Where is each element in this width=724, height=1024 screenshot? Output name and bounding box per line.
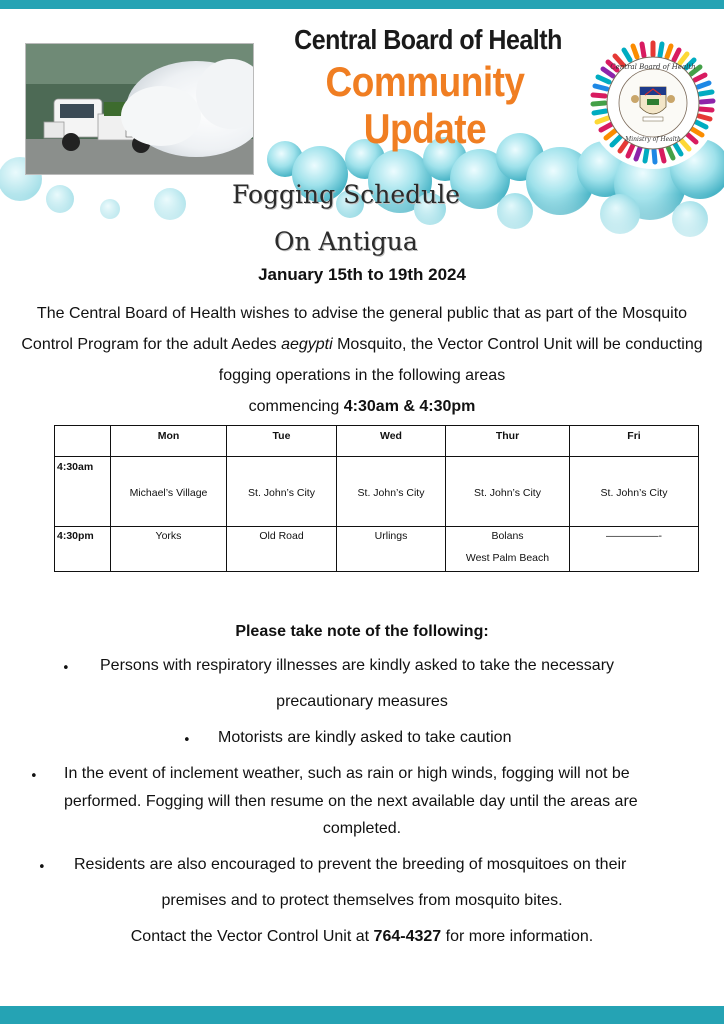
fogging-truck-photo: [25, 43, 254, 175]
table-cell: Yorks: [111, 527, 227, 572]
row-time-label: 4:30pm: [55, 527, 111, 572]
table-cell: St. John’s City: [227, 457, 337, 527]
note-item-1-line1: Persons with respiratory illnesses are kindly asked to take the necessary: [100, 657, 615, 674]
intro-italic-species: aegypti: [281, 336, 333, 353]
note-item-3-line2: performed. Fogging will then resume on the next available day until the areas are: [64, 793, 638, 810]
cell-line: Bolans: [491, 530, 524, 542]
table-header-row: [55, 426, 699, 457]
bullet-icon: •: [38, 860, 46, 875]
note-item-3-line1: In the event of inclement weather, such as rain or high winds, fogging will not be: [64, 765, 630, 782]
row-time-label: 4:30am: [55, 457, 111, 527]
note-item-4-line2: premises and to protect themselves from mosquito bites.: [161, 892, 563, 909]
table-cell: Urlings: [337, 527, 446, 572]
table-header-fri: Fri: [570, 426, 699, 457]
bottom-border-bar: [0, 1006, 724, 1024]
intro-text-part2: Mosquito, the Vector Control Unit will be conducting fogging operations in the following areas: [218, 336, 703, 384]
top-border-bar: [0, 0, 724, 9]
fogging-schedule-table: [54, 425, 699, 572]
table-header-mon: Mon: [111, 426, 227, 457]
contact-phone: 764-4327: [373, 928, 442, 945]
intro-text-part1: The Central Board of Health wishes to advise the general public that as part of the Mosquito Control Program for the adult Aedes: [21, 305, 688, 353]
intro-paragraph: [10, 298, 714, 422]
table-cell: Michael’s Village: [111, 457, 227, 527]
table-header-thur: Thur: [446, 426, 570, 457]
contact-suffix: for more information.: [441, 928, 594, 945]
table-cell: Old Road: [227, 527, 337, 572]
cell-line: West Palm Beach: [465, 552, 550, 564]
note-item-4-line1: Residents are also encouraged to prevent the breeding of mosquitoes on their: [74, 856, 627, 873]
table-cell: St. John’s City: [446, 457, 570, 527]
table-cell: [446, 527, 570, 572]
table-header-tue: Tue: [227, 426, 337, 457]
table-cell: —————-: [570, 527, 699, 572]
community-update-title: Community Update: [325, 58, 525, 152]
bullet-icon: •: [62, 661, 70, 676]
bullet-icon: •: [30, 769, 38, 784]
seal-text-bottom: Ministry of Health: [625, 136, 681, 143]
table-cell: St. John’s City: [337, 457, 446, 527]
intro-commencing: commencing: [248, 398, 344, 415]
intro-times: 4:30am & 4:30pm: [343, 398, 476, 415]
note-item-1-line2: precautionary measures: [276, 693, 448, 710]
board-of-health-seal: [585, 35, 721, 171]
table-header-blank: [55, 426, 111, 457]
table-header-wed: Wed: [337, 426, 446, 457]
contact-prefix: Contact the Vector Control Unit at: [130, 928, 374, 945]
table-row: [55, 457, 699, 527]
schedule-title-line1: Fogging Schedule: [232, 180, 461, 209]
seal-text-top: Central Board of Health: [610, 63, 696, 71]
contact-line: [0, 928, 724, 946]
table-cell: St. John’s City: [570, 457, 699, 527]
bullet-icon: •: [183, 733, 191, 748]
schedule-title-line2: On Antigua: [274, 227, 418, 256]
notes-heading: Please take note of the following:: [235, 623, 489, 640]
table-row: [55, 527, 699, 572]
org-name-heading: Central Board of Health: [294, 24, 562, 56]
note-item-3-line3: completed.: [322, 820, 402, 837]
note-item-2: Motorists are kindly asked to take caution: [218, 729, 512, 746]
date-range: January 15th to 19th 2024: [258, 265, 466, 284]
